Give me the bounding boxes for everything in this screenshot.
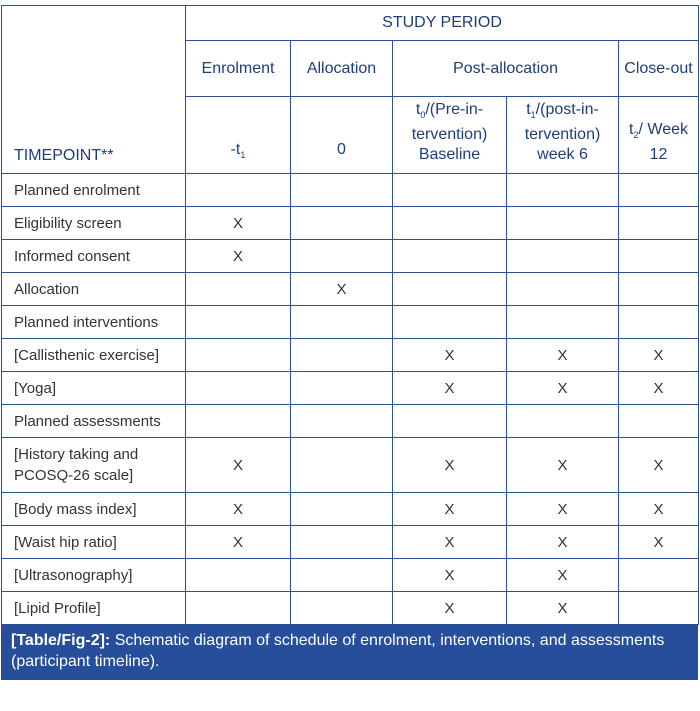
timepoint-main: t (415, 100, 421, 118)
table-row (2, 438, 699, 493)
schedule-cell (619, 306, 699, 339)
schedule-cell: X (186, 526, 291, 559)
table-row (2, 405, 699, 438)
schedule-cell: X (507, 493, 619, 526)
row-label: Planned enrolment (2, 174, 186, 207)
table-row (2, 559, 699, 592)
table-row (2, 339, 699, 372)
row-label: Allocation (2, 273, 186, 306)
row-label: Informed consent (2, 240, 186, 273)
schedule-cell (507, 174, 619, 207)
table-row (2, 372, 699, 405)
schedule-cell (291, 372, 393, 405)
schedule-cell (186, 174, 291, 207)
timepoint-header: TIMEPOINT** (2, 6, 186, 174)
schedule-cell (507, 405, 619, 438)
schedule-cell: X (619, 339, 699, 372)
table-row (2, 493, 699, 526)
timepoint-main: t (629, 120, 634, 138)
phase-post-allocation: Post-allocation (393, 41, 619, 97)
row-label: Planned assessments (2, 405, 186, 438)
schedule-cell: X (393, 372, 507, 405)
timepoint-cell (186, 97, 291, 174)
schedule-cell (393, 273, 507, 306)
schedule-cell (507, 273, 619, 306)
schedule-cell: X (291, 273, 393, 306)
schedule-cell (186, 559, 291, 592)
row-label: [Waist hip ratio] (2, 526, 186, 559)
schedule-cell: X (186, 438, 291, 493)
schedule-cell (186, 592, 291, 625)
schedule-cell (291, 405, 393, 438)
schedule-cell (291, 493, 393, 526)
caption-text: Schematic diagram of schedule of enrolment, interventions, and assessments (participant timeline). (11, 632, 665, 670)
schedule-cell (291, 174, 393, 207)
schedule-cell: X (393, 493, 507, 526)
schedule-cell (619, 405, 699, 438)
table-row (2, 526, 699, 559)
schedule-cell (619, 559, 699, 592)
schedule-cell (507, 207, 619, 240)
schedule-cell (291, 438, 393, 493)
figure-caption (1, 625, 698, 680)
row-label: [Body mass index] (2, 493, 186, 526)
schedule-cell (291, 207, 393, 240)
row-label: [Lipid Profile] (2, 592, 186, 625)
schedule-cell: X (186, 207, 291, 240)
timepoint-rest: / Week 12 (638, 120, 688, 163)
study-period-header: STUDY PERIOD (186, 6, 699, 41)
timepoint-cell (619, 97, 699, 174)
timepoint-cell (291, 97, 393, 174)
schedule-cell: X (619, 493, 699, 526)
table-row (2, 306, 699, 339)
schedule-cell: X (393, 559, 507, 592)
schedule-cell: X (507, 372, 619, 405)
schedule-cell: X (507, 339, 619, 372)
caption-label: [Table/Fig-2]: (11, 632, 111, 649)
row-label: Planned interventions (2, 306, 186, 339)
schedule-cell (291, 306, 393, 339)
schedule-cell (291, 592, 393, 625)
schedule-cell: X (507, 559, 619, 592)
schedule-cell (507, 240, 619, 273)
schedule-cell (186, 273, 291, 306)
schedule-cell (619, 174, 699, 207)
row-label: [Ultrasonography] (2, 559, 186, 592)
table-row (2, 273, 699, 306)
timepoint-main: 0 (337, 140, 346, 158)
row-label: [Callisthenic exercise] (2, 339, 186, 372)
table-row (2, 207, 699, 240)
schedule-cell (186, 306, 291, 339)
schedule-cell: X (507, 592, 619, 625)
timepoint-main: -t (230, 140, 241, 158)
timepoint-sub: 2 (633, 130, 639, 140)
schedule-cell: X (393, 526, 507, 559)
schedule-cell (291, 559, 393, 592)
schedule-cell (619, 207, 699, 240)
schedule-table (1, 5, 699, 625)
table-row (2, 240, 699, 273)
timepoint-sub: 1 (240, 150, 246, 160)
schedule-table-figure (1, 5, 698, 680)
row-label: Eligibility screen (2, 207, 186, 240)
schedule-cell: X (393, 592, 507, 625)
schedule-cell (619, 592, 699, 625)
row-label: [Yoga] (2, 372, 186, 405)
timepoint-cell (393, 97, 507, 174)
phase-close-out: Close-out (619, 41, 699, 97)
schedule-cell (619, 273, 699, 306)
schedule-cell: X (619, 526, 699, 559)
phase-enrolment: Enrolment (186, 41, 291, 97)
schedule-cell: X (619, 372, 699, 405)
schedule-cell: X (393, 339, 507, 372)
schedule-cell (186, 339, 291, 372)
schedule-cell: X (186, 240, 291, 273)
schedule-cell (291, 339, 393, 372)
schedule-cell: X (507, 438, 619, 493)
schedule-cell (186, 372, 291, 405)
schedule-cell (393, 306, 507, 339)
schedule-cell (507, 306, 619, 339)
schedule-cell (393, 240, 507, 273)
schedule-cell (393, 207, 507, 240)
schedule-cell: X (619, 438, 699, 493)
timepoint-sub: 1 (530, 110, 536, 120)
schedule-cell: X (507, 526, 619, 559)
timepoint-cell (507, 97, 619, 174)
row-label: [History taking and PCOSQ-26 scale] (2, 438, 186, 493)
timepoint-sub: 0 (420, 110, 426, 120)
schedule-cell (291, 240, 393, 273)
schedule-cell (291, 526, 393, 559)
table-row (2, 174, 699, 207)
timepoint-rest: /(Pre-in-tervention) Baseline (411, 100, 488, 163)
timepoint-main: t (526, 100, 531, 118)
phase-allocation: Allocation (291, 41, 393, 97)
schedule-cell (393, 405, 507, 438)
schedule-cell: X (393, 438, 507, 493)
schedule-cell (393, 174, 507, 207)
schedule-cell (186, 405, 291, 438)
schedule-cell (619, 240, 699, 273)
table-row (2, 592, 699, 625)
schedule-cell: X (186, 493, 291, 526)
timepoint-rest: /(post-in-tervention) week 6 (524, 100, 601, 163)
